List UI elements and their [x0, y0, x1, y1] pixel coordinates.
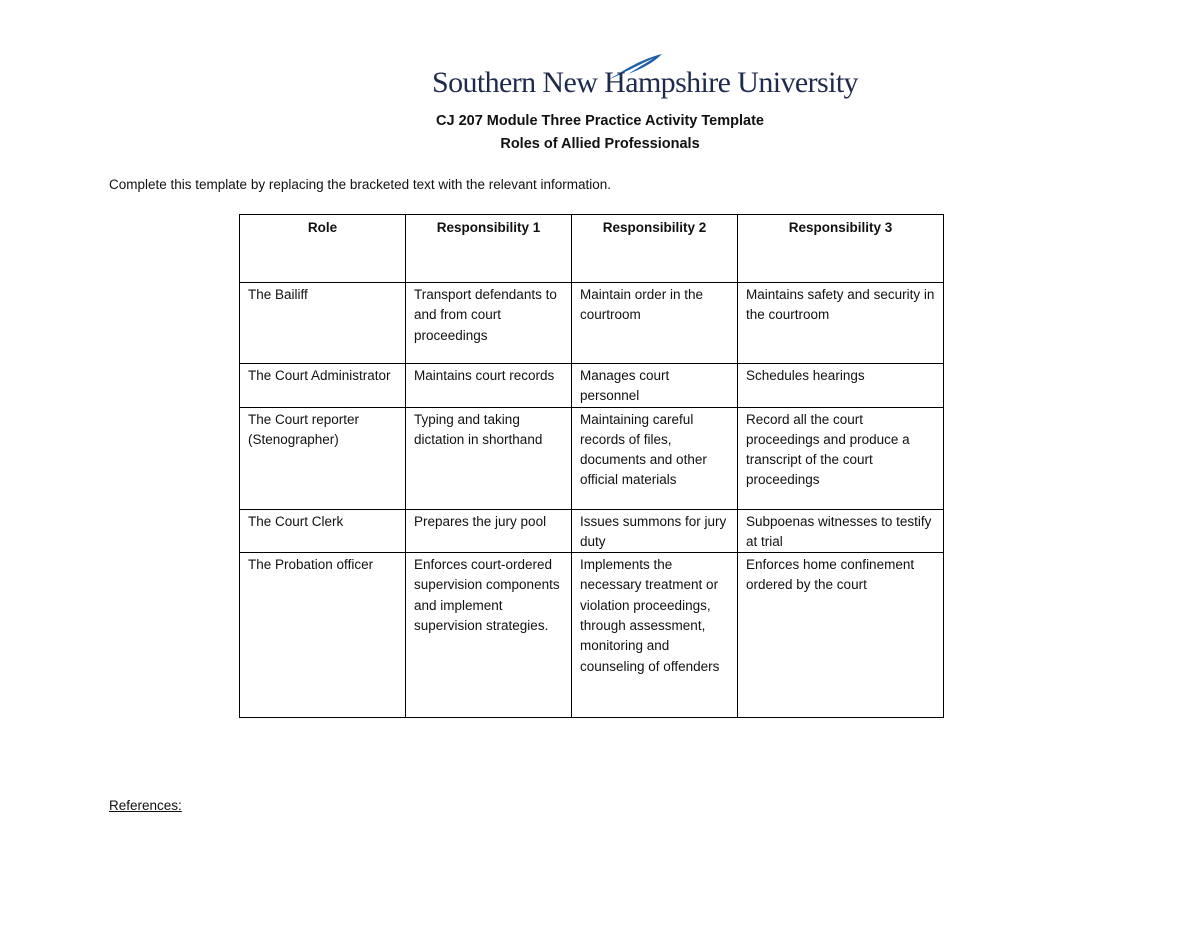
responsibility-cell: Implements the necessary treatment or violation proceedings, through assessment, monitoring and counseling of offenders — [572, 553, 738, 718]
table-row — [240, 364, 944, 408]
roles-table — [239, 214, 944, 718]
header-responsibility-2: Responsibility 2 — [572, 215, 738, 283]
university-logo — [432, 52, 858, 106]
table-row — [240, 407, 944, 509]
responsibility-cell: Issues summons for jury duty — [572, 509, 738, 553]
table-header-row — [240, 215, 944, 283]
responsibility-cell: Maintains safety and security in the courtroom — [738, 283, 944, 364]
header-role: Role — [240, 215, 406, 283]
responsibility-cell: Schedules hearings — [738, 364, 944, 408]
responsibility-cell: Manages court personnel — [572, 364, 738, 408]
role-cell: The Bailiff — [240, 283, 406, 364]
instructions-text: Complete this template by replacing the bracketed text with the relevant information. — [109, 177, 612, 192]
responsibility-cell: Maintains court records — [406, 364, 572, 408]
logo-wordmark: Southern New Hampshire University — [432, 66, 858, 99]
responsibility-cell: Subpoenas witnesses to testify at trial — [738, 509, 944, 553]
table-row — [240, 509, 944, 553]
role-cell: The Probation officer — [240, 553, 406, 718]
table-row — [240, 553, 944, 718]
role-cell: The Court Clerk — [240, 509, 406, 553]
responsibility-cell: Maintaining careful records of files, documents and other official materials — [572, 407, 738, 509]
role-cell: The Court Administrator — [240, 364, 406, 408]
document-subtitle: Roles of Allied Professionals — [500, 136, 700, 152]
document-title: CJ 207 Module Three Practice Activity Template — [436, 113, 764, 129]
responsibility-cell: Enforces court-ordered supervision components and implement supervision strategies. — [406, 553, 572, 718]
responsibility-cell: Maintain order in the courtroom — [572, 283, 738, 364]
role-cell: The Court reporter (Stenographer) — [240, 407, 406, 509]
references-heading: References: — [109, 798, 182, 813]
responsibility-cell: Prepares the jury pool — [406, 509, 572, 553]
responsibility-cell: Enforces home confinement ordered by the court — [738, 553, 944, 718]
responsibility-cell: Typing and taking dictation in shorthand — [406, 407, 572, 509]
responsibility-cell: Transport defendants to and from court proceedings — [406, 283, 572, 364]
header-responsibility-3: Responsibility 3 — [738, 215, 944, 283]
table-row — [240, 283, 944, 364]
responsibility-cell: Record all the court proceedings and produce a transcript of the court proceedings — [738, 407, 944, 509]
header-responsibility-1: Responsibility 1 — [406, 215, 572, 283]
